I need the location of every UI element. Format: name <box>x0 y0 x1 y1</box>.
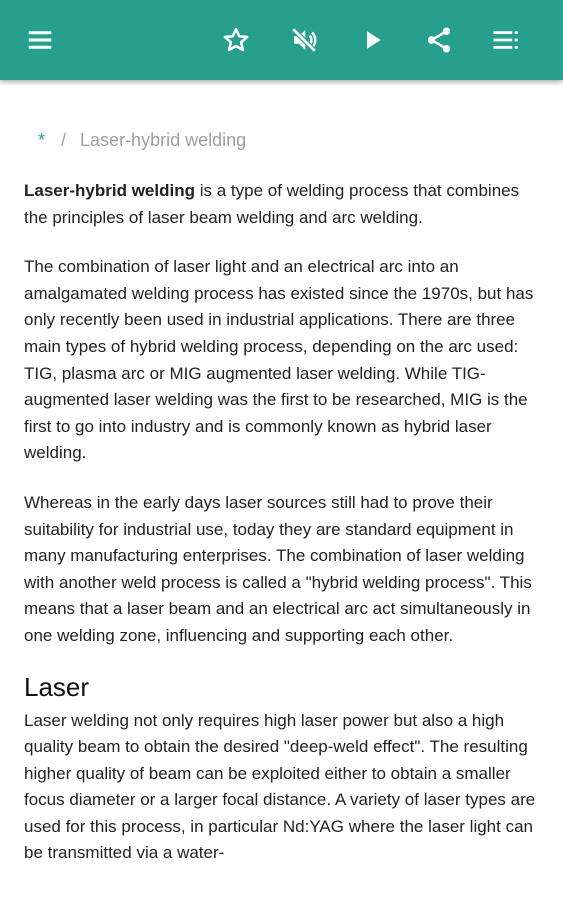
play-icon <box>357 25 387 55</box>
favorite-button[interactable] <box>216 20 256 60</box>
article-content <box>24 80 544 867</box>
laser-paragraph: Laser welding not only requires high laser power but also a high quality beam to obtain the desired "deep-weld effect". The resulting higher quality of beam can be exploited either to obtain a smaller focus diameter or a larger focal distance. A variety of laser types are used for this process, in particular Nd:YAG where the laser light can be transmitted via a water- <box>24 710 536 863</box>
menu-button[interactable] <box>20 20 60 60</box>
menu-icon <box>25 25 55 55</box>
breadcrumb-home-link[interactable]: * <box>38 129 46 150</box>
breadcrumb-separator: / <box>61 129 67 150</box>
share-icon <box>424 25 454 55</box>
intro-term: Laser-hybrid welding <box>24 181 195 200</box>
industry-paragraph: Whereas in the early days laser sources still had to prove their suitability for industrial use, today they are standard equipment in many manufacturing enterprises. The combination of laser welding with another weld process is called a "hybrid welding process". This means that a laser beam and an electrical arc act simultaneously in one welding zone, influencing and supporting each other. <box>24 492 532 645</box>
star-icon <box>221 25 251 55</box>
table-of-contents-button[interactable] <box>486 20 526 60</box>
toc-icon <box>491 25 521 55</box>
intro-paragraph <box>24 178 544 231</box>
play-button[interactable] <box>352 20 392 60</box>
intro-text: is a type of welding process that combines the principles of laser beam welding and arc welding. <box>24 181 520 227</box>
breadcrumb <box>24 128 544 152</box>
history-paragraph: The combination of laser light and an electrical arc into an amalgamated welding process has existed since the 1970s, but has only recently been used in industrial applications. There are three main types of hybrid welding process, depending on the arc used: TIG, plasma arc or MIG augmented laser welding. While TIG-augmented laser welding was the first to be researched, MIG is the first to go into industry and is commonly known as hybrid laser welding. <box>24 257 534 463</box>
app-bar <box>0 0 563 80</box>
breadcrumb-current: Laser-hybrid welding <box>80 129 247 150</box>
section-heading-laser: Laser <box>24 671 90 702</box>
share-button[interactable] <box>419 20 459 60</box>
volume-off-icon <box>289 25 319 55</box>
mute-button[interactable] <box>284 20 324 60</box>
